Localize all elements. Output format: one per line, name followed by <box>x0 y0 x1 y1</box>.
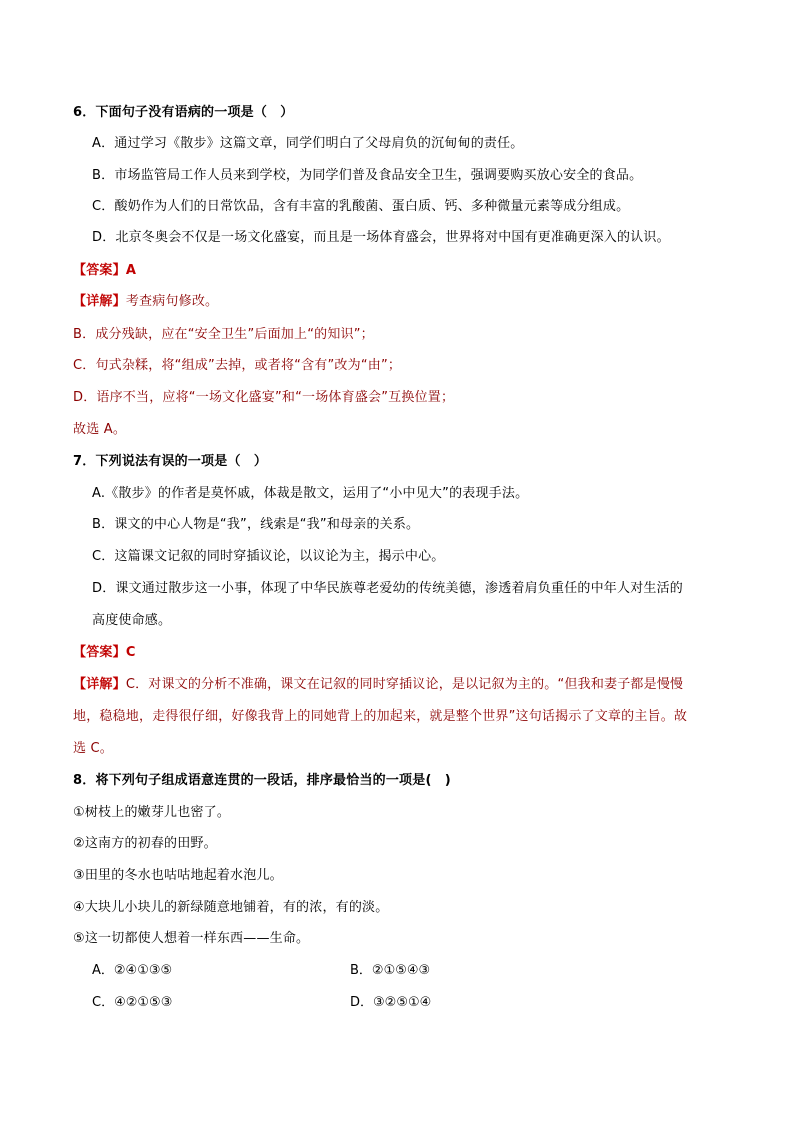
question-6-option-c: C．酸奶作为人们的日常饮品，含有丰富的乳酸菌、蛋白质、钙、多种微量元素等成分组成。 <box>92 199 630 214</box>
question-7-option-c: C．这篇课文记叙的同时穿插议论，以议论为主，揭示中心。 <box>92 549 445 564</box>
question-7-option-b: B．课文的中心人物是“我”，线索是“我”和母亲的关系。 <box>92 517 420 532</box>
question-7-option-d-line2: 高度使命感。 <box>92 613 172 628</box>
question-6-detail <box>73 293 218 311</box>
question-6-answer <box>73 262 136 280</box>
answer-value: C <box>125 645 136 660</box>
question-8-option-d: D．③②⑤①④ <box>350 995 432 1010</box>
detail-text: C．对课文的分析不准确，课文在记叙的同时穿插议论，是以记叙为主的。“但我和妻子都是慢慢 <box>125 677 684 692</box>
question-7-option-d-line1: D．课文通过散步这一小事，体现了中华民族尊老爱幼的传统美德，渗透着肩负重任的中年人对生活的 <box>92 581 684 596</box>
detail-intro: 考查病句修改。 <box>125 294 219 309</box>
question-8-sentence-5: ⑤这一切都使人想着一样东西——生命。 <box>73 931 310 946</box>
question-7-option-a: A.《散步》的作者是莫怀戚，体裁是散文，运用了“小中见大”的表现手法。 <box>92 486 529 501</box>
question-6-option-d: D．北京冬奥会不仅是一场文化盛宴，而且是一场体育盛会，世界将对中国有更准确更深入的认识。 <box>92 230 670 245</box>
answer-tag: 【答案】 <box>73 645 126 660</box>
detail-tag: 【详解】 <box>73 677 126 692</box>
question-6-option-b: B．市场监管局工作人员来到学校，为同学们普及食品安全卫生，强调要购买放心安全的食品。 <box>92 168 643 183</box>
question-8-option-a: A．②④①③⑤ <box>92 963 173 978</box>
question-7-detail-line1 <box>73 676 683 694</box>
question-7-detail-line2: 地，稳稳地，走得很仔细，好像我背上的同她背上的加起来，就是整个世界”这句话揭示了文章的主旨。故 <box>73 709 688 724</box>
question-8-stem: 8．将下列句子组成语意连贯的一段话，排序最恰当的一项是( ) <box>73 773 451 788</box>
answer-value: A <box>125 263 137 278</box>
question-6-conclusion: 故选 A。 <box>73 422 127 437</box>
question-6-detail-c: C．句式杂糅，将“组成”去掉，或者将“含有”改为“由”； <box>73 358 402 373</box>
question-7-detail-line3: 选 C。 <box>73 741 114 756</box>
question-6-option-a: A．通过学习《散步》这篇文章，同学们明白了父母肩负的沉甸甸的责任。 <box>92 136 524 151</box>
answer-tag: 【答案】 <box>73 263 126 278</box>
question-7-answer <box>73 644 136 662</box>
question-6-detail-d: D．语序不当，应将“一场文化盛宴”和“一场体育盛会”互换位置； <box>73 390 455 405</box>
detail-tag: 【详解】 <box>73 294 126 309</box>
question-6-detail-b: B．成分残缺，应在“安全卫生”后面加上“的知识”； <box>73 327 374 342</box>
question-8-sentence-3: ③田里的冬水也咕咕地起着水泡儿。 <box>73 868 283 883</box>
question-6-stem: 6．下面句子没有语病的一项是（ ） <box>73 105 294 120</box>
question-8-sentence-1: ①树枝上的嫩芽儿也密了。 <box>73 805 231 820</box>
question-8-sentence-2: ②这南方的初春的田野。 <box>73 836 217 851</box>
question-7-stem: 7．下列说法有误的一项是（ ） <box>73 454 268 469</box>
question-8-option-b: B．②①⑤④③ <box>350 963 431 978</box>
question-8-sentence-4: ④大块儿小块儿的新绿随意地铺着，有的浓，有的淡。 <box>73 900 389 915</box>
question-8-option-c: C．④②①⑤③ <box>92 995 173 1010</box>
